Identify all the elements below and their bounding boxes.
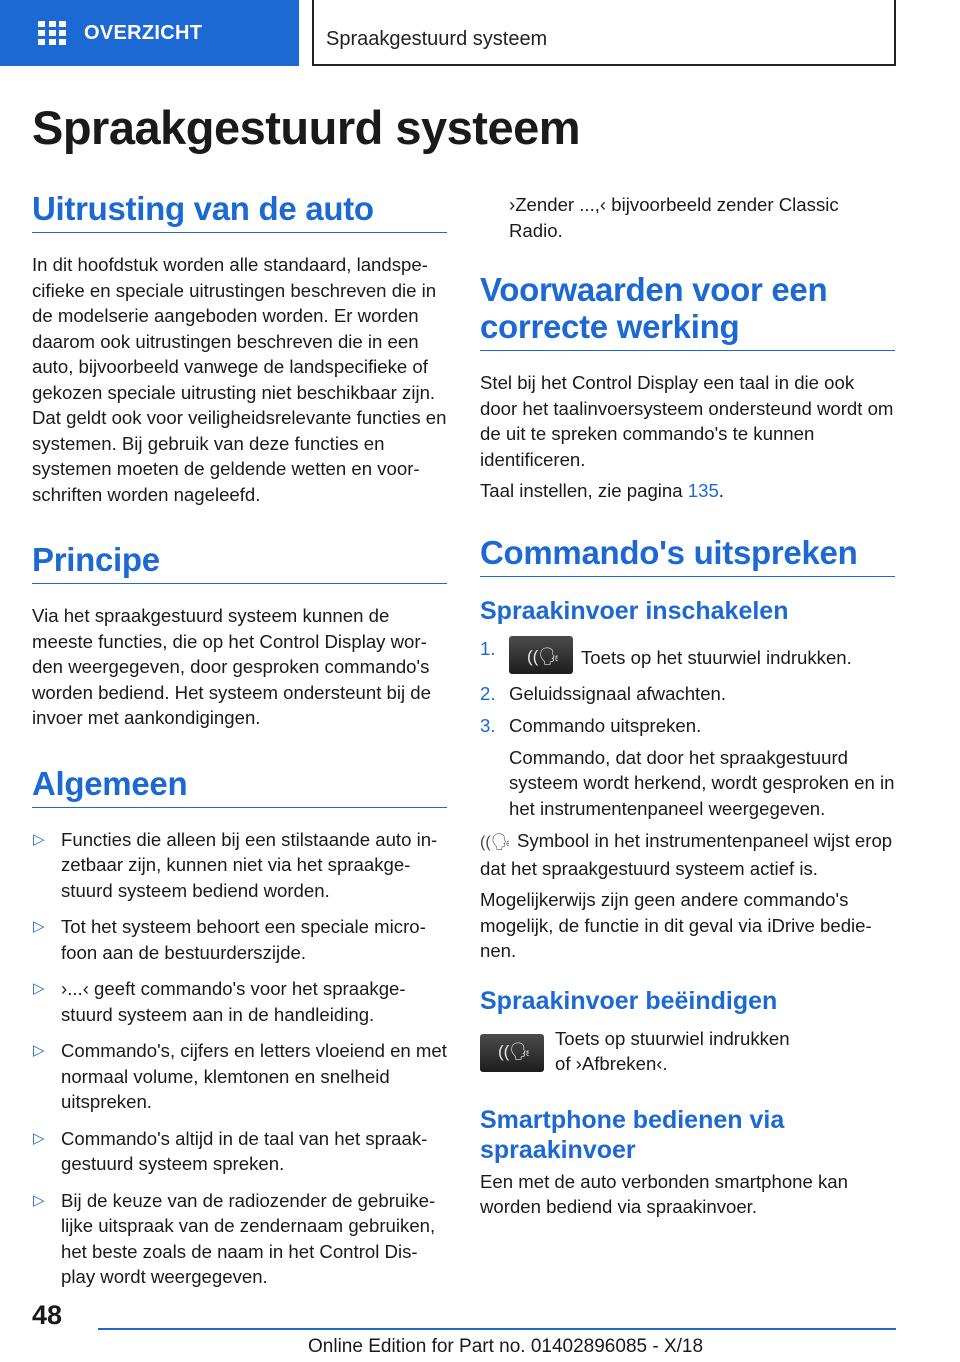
list-item: 1. ((🗣 Toets op het stuurwiel indrukken. [480,636,895,674]
grid-icon [38,21,66,45]
page-reference: Taal instellen, zie pagina 135. [480,480,724,501]
heading-uitrusting: Uitrusting van de auto [32,190,447,233]
triangle-bullet-icon: ▷ [33,1042,45,1059]
body-voorwaarden: Stel bij het Control Display een taal in die ook door het taalinvoersysteem ondersteund wordt om de uit te spreken commando's te kunnen identificeren. [480,372,894,470]
list-item: ▷ Tot het systeem behoort een speciale micro-foon aan de bestuurderszijde. [33,916,426,963]
algemeen-list [32,827,447,1290]
voice-command-button-icon: ((🗣 [480,1034,544,1072]
step3-detail: Commando, dat door het spraakgestuurd systeem wordt herkend, wordt gesproken en in het instrumentenpaneel weergegeven. [509,746,895,819]
right-column [480,192,895,1220]
heading-smartphone: Smartphone bedienen via spraakinvoer [480,1105,785,1164]
triangle-bullet-icon: ▷ [33,918,45,935]
alt-note: Mogelijkerwijs zijn geen andere commando's mogelijk, de functie in dit geval via iDrive bedie-nen. [480,889,872,961]
list-item: ▷ ›...‹ geeft commando's voor het spraakge-stuurd systeem aan in de handleiding. [33,978,406,1025]
page-title: Spraakgestuurd systeem [32,101,581,154]
triangle-bullet-icon: ▷ [33,830,45,848]
list-item: ▷ Bij de keuze van de radiozender de gebruike-lijke uitspraak van de zendernaam gebruiken, het beste zoals de naam in het Control Dis-play wordt weergegeven. [33,1189,436,1287]
footer-divider [98,1328,896,1330]
beeindigen-block: ((🗣 Toets op stuurwiel indrukken of ›Afbreken‹. [480,1026,895,1077]
continued-item: ›Zender ...,‹ bijvoorbeeld zender Classic Radio. [509,194,839,241]
body-uitrusting: In dit hoofdstuk worden alle standaard, landspe-cifieke en speciale uitrustingen beschreven die in de modelserie aangeboden worden. Er worden daarom ook uitrustingen beschreven die in een auto, bijvoorbeeld vanwege de landspecifieke of gekozen speciale uitrusting niet beschikbaar zijn. Dat geldt ook voor veiligheidsrelevante functies en systemen. Bij gebruik van deze functies en systemen moeten de geldende wetten en voor-schriften worden nageleefd. [32,254,447,505]
symbol-note: ((🗣 Symbool in het instrumentenpaneel wijst erop dat het spraakgestuurd systeem actief is. [480,830,893,879]
header-section-title: Spraakgestuurd systeem [326,28,548,50]
heading-voorwaarden: Voorwaarden voor een correcte werking [480,271,895,351]
list-item: ▷ Functies die alleen bij een stilstaande auto in-zetbaar zijn, kunnen niet via het spraakge-stuurd systeem bediend worden. [33,828,438,901]
list-item: ▷ Commando's altijd in de taal van het spraak-gestuurd systeem spreken. [33,1127,428,1174]
heading-principe: Principe [32,541,447,584]
overview-tab-label: OVERZICHT [84,21,203,44]
voice-active-symbol-icon: ((🗣 [480,834,511,851]
triangle-bullet-icon: ▷ [33,1129,45,1147]
list-item: 2. Geluidssignaal afwachten. [480,682,727,704]
steps-list [480,636,895,822]
list-item: 3. Commando uitspreken. Commando, dat door het spraakgestuurd systeem wordt herkend, wordt gesproken en in het instrumentenpaneel weergegeven. [480,713,895,821]
left-column [32,190,447,1301]
triangle-bullet-icon: ▷ [33,980,45,997]
body-principe: Via het spraakgestuurd systeem kunnen de meeste functies, die op het Control Display wor-den weergegeven, door gesproken commando's worden bediend. Het systeem ondersteunt bij de invoer met aankondigingen. [32,605,431,728]
edition-text: Online Edition for Part no. 01402896085 - X/18 [308,1336,704,1357]
overview-tab[interactable] [0,0,299,66]
voice-command-button-icon: ((🗣 [509,636,573,674]
page-number: 48 [32,1300,63,1330]
heading-algemeen: Algemeen [32,765,447,808]
page-link[interactable]: 135 [687,480,719,501]
heading-inschakelen: Spraakinvoer inschakelen [480,596,789,625]
heading-beeindigen: Spraakinvoer beëindigen [480,986,778,1015]
heading-commandos: Commando's uitspreken [480,534,895,577]
section-title-box [312,0,896,66]
page-header [0,0,960,66]
body-smartphone: Een met de auto verbonden smartphone kan worden bediend via spraakinvoer. [480,1170,848,1217]
list-item: ▷ Commando's, cijfers en letters vloeiend en met normaal volume, klemtonen en snelheid uitspreken. [33,1040,447,1112]
triangle-bullet-icon: ▷ [33,1191,45,1209]
